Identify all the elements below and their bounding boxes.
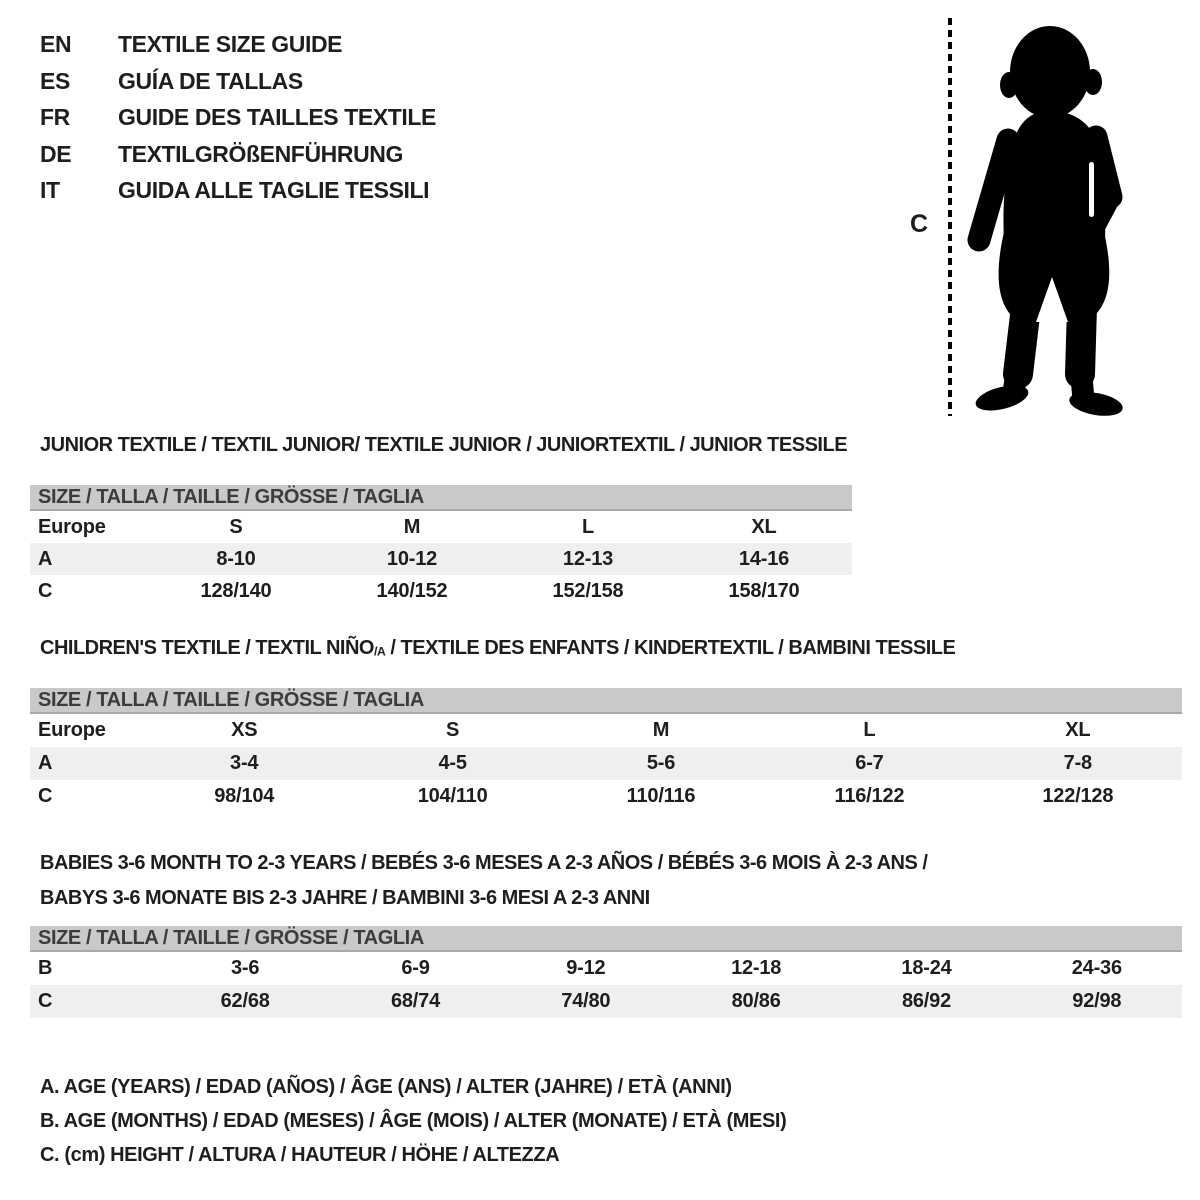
row-label: Europe (38, 515, 106, 538)
height-cell: 86/92 (901, 990, 951, 1012)
age-cell: 12-13 (562, 547, 614, 570)
table-row (30, 543, 852, 575)
size-cell: S (446, 719, 460, 741)
age-cell: 3-4 (230, 752, 259, 774)
measurement-legend (40, 1070, 786, 1172)
children-size-table (30, 688, 1182, 813)
height-cell: 80/86 (731, 990, 781, 1012)
age-cell: 5-6 (646, 752, 676, 774)
table-row (30, 511, 852, 543)
row-label: B (38, 957, 53, 979)
language-row-es (40, 63, 436, 100)
language-code: DE (40, 140, 72, 167)
legend-line-c: C. (cm) HEIGHT / ALTURA / HAUTEUR / HÖHE / ALTEZZA (40, 1144, 560, 1166)
table-row (30, 714, 1182, 747)
size-cell: XS (231, 719, 258, 741)
height-cell: 158/170 (728, 579, 800, 602)
height-measure-label: C (910, 210, 929, 238)
children-section-title (40, 637, 955, 660)
table-row (30, 747, 1182, 780)
language-code: ES (40, 67, 70, 94)
language-code: FR (40, 104, 70, 130)
babies-title-line1: BABIES 3-6 MONTH TO 2-3 YEARS / BEBÉS 3-6 MESES A 2-3 AÑOS / BÉBÉS 3-6 MOIS À 2-3 ANS / (40, 852, 928, 874)
age-months-cell: 18-24 (901, 957, 952, 979)
size-header-band: SIZE / TALLA / TAILLE / GRÖSSE / TAGLIA (30, 485, 852, 511)
language-code: IT (40, 177, 60, 203)
row-label: Europe (38, 719, 106, 741)
children-title-main: CHILDREN'S TEXTILE / TEXTIL NIÑO (40, 637, 374, 659)
babies-size-table (30, 926, 1182, 1018)
age-cell: 14-16 (738, 547, 790, 570)
language-row-de (40, 136, 436, 173)
height-cell: 68/74 (390, 990, 441, 1012)
language-row-fr (40, 99, 436, 136)
age-cell: 8-10 (216, 547, 256, 570)
row-label: C (38, 785, 53, 807)
junior-size-table (30, 485, 852, 607)
age-months-cell: 12-18 (731, 957, 782, 979)
guide-title: GUIDE DES TAILLES TEXTILE (118, 104, 436, 130)
height-cell: 104/110 (417, 785, 488, 807)
children-title-suffix: /A (373, 644, 386, 659)
guide-title: TEXTILGRÖßENFÜHRUNG (118, 140, 403, 167)
age-months-cell: 24-36 (1071, 957, 1122, 979)
age-cell: 6-7 (855, 752, 884, 774)
size-header-band: SIZE / TALLA / TAILLE / GRÖSSE / TAGLIA (30, 926, 1182, 952)
babies-section-title (40, 846, 927, 916)
age-months-cell: 6-9 (401, 957, 430, 979)
size-cell: S (229, 515, 243, 538)
legend-line-b: B. AGE (MONTHS) / EDAD (MESES) / ÂGE (MOIS) / ALTER (MONATE) / ETÀ (MESI) (40, 1110, 787, 1132)
table-row (30, 575, 852, 607)
table-row (30, 985, 1182, 1018)
toddler-silhouette-icon (962, 22, 1147, 422)
babies-title-line2: BABYS 3-6 MONATE BIS 2-3 JAHRE / BAMBINI 3-6 MESI A 2-3 ANNI (40, 887, 650, 909)
height-cell: 110/116 (626, 785, 696, 807)
height-cell: 140/152 (376, 579, 448, 602)
size-cell: M (403, 515, 421, 538)
row-label: C (38, 579, 53, 602)
guide-title: GUIDA ALLE TAGLIE TESSILI (118, 177, 430, 203)
height-measure-dashed-line (948, 18, 952, 416)
size-cell: L (863, 719, 876, 741)
table-row (30, 780, 1182, 813)
age-cell: 10-12 (386, 547, 438, 570)
row-label: C (38, 990, 53, 1012)
size-cell: M (652, 719, 670, 741)
height-cell: 74/80 (561, 990, 611, 1012)
row-label: A (38, 547, 53, 570)
children-title-rest: / TEXTILE DES ENFANTS / KINDERTEXTIL / BAMBINI TESSILE (385, 637, 956, 659)
age-months-cell: 9-12 (566, 957, 606, 979)
size-header-band: SIZE / TALLA / TAILLE / GRÖSSE / TAGLIA (30, 688, 1182, 714)
height-cell: 128/140 (200, 579, 272, 602)
size-cell: XL (1065, 719, 1091, 741)
age-months-cell: 3-6 (231, 957, 260, 979)
size-cell: XL (751, 515, 777, 538)
age-cell: 4-5 (438, 752, 467, 774)
height-cell: 62/68 (220, 990, 270, 1012)
height-cell: 152/158 (552, 579, 624, 602)
legend-line-a: A. AGE (YEARS) / EDAD (AÑOS) / ÂGE (ANS) / ALTER (JAHRE) / ETÀ (ANNI) (40, 1076, 732, 1098)
height-cell: 98/104 (214, 785, 275, 807)
row-label: A (38, 752, 53, 774)
height-cell: 116/122 (834, 785, 905, 807)
language-row-it (40, 172, 436, 209)
guide-title: GUÍA DE TALLAS (118, 67, 303, 94)
height-cell: 122/128 (1042, 785, 1114, 807)
size-cell: L (581, 515, 595, 538)
height-cell: 92/98 (1072, 990, 1122, 1012)
age-cell: 7-8 (1063, 752, 1092, 774)
language-row-en (40, 26, 436, 63)
language-code: EN (40, 31, 72, 57)
guide-title: TEXTILE SIZE GUIDE (118, 31, 343, 57)
table-row (30, 952, 1182, 985)
language-title-block (40, 26, 436, 209)
junior-section-title: JUNIOR TEXTILE / TEXTIL JUNIOR/ TEXTILE JUNIOR / JUNIORTEXTIL / JUNIOR TESSILE (40, 434, 848, 456)
